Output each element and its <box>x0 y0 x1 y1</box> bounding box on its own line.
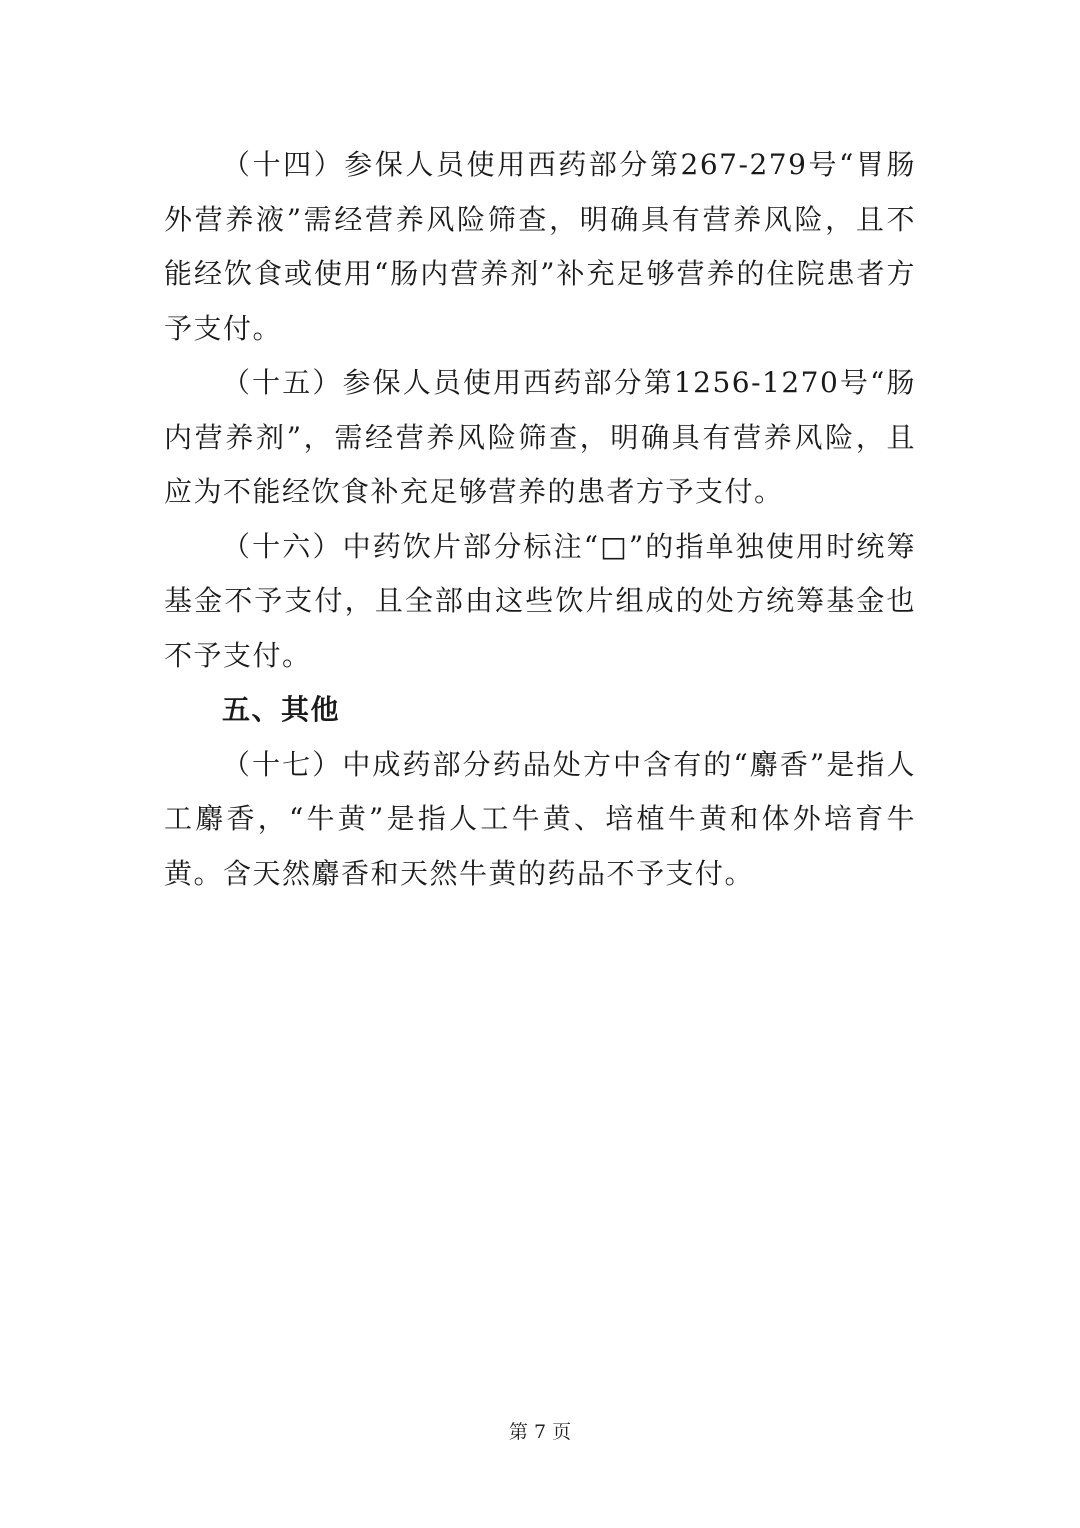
document-body <box>164 138 916 901</box>
paragraph-item-15: （十五）参保人员使用西药部分第1256-1270号“肠内营养剂”，需经营养风险筛查，明确具有营养风险，且应为不能经饮食补充足够营养的患者方予支付。 <box>164 366 916 508</box>
section-heading-other: 五、其他 <box>222 693 341 726</box>
paragraph-item-16: （十六）中药饮片部分标注“□”的指单独使用时统筹基金不予支付，且全部由这些饮片组成的处方统筹基金也不予支付。 <box>164 529 916 672</box>
paragraph-item-17: （十七）中成药部分药品处方中含有的“麝香”是指人工麝香，“牛黄”是指人工牛黄、培植牛黄和体外培育牛黄。含天然麝香和天然牛黄的药品不予支付。 <box>164 747 916 890</box>
page-number: 第 7 页 <box>508 1421 572 1443</box>
paragraph-item-14: （十四）参保人员使用西药部分第267-279号“胃肠外营养液”需经营养风险筛查，明确具有营养风险，且不能经饮食或使用“肠内营养剂”补充足够营养的住院患者方予支付。 <box>164 148 916 345</box>
